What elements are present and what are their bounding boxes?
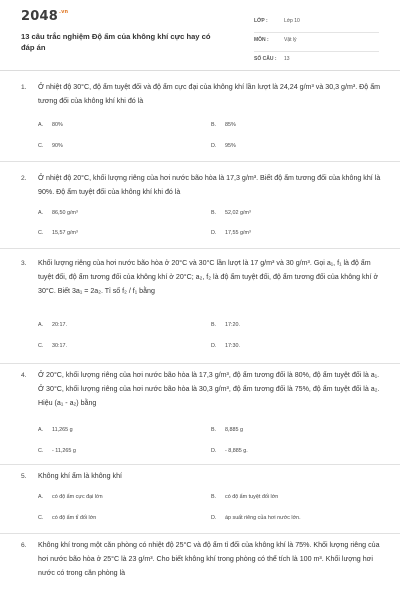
option-text: 80% <box>52 122 63 128</box>
option-text: 20:17. <box>52 322 67 328</box>
option-a[interactable] <box>38 122 63 128</box>
option-c[interactable] <box>38 343 67 349</box>
option-d[interactable] <box>211 230 251 236</box>
question-item <box>0 162 400 249</box>
option-key: C. <box>38 448 44 454</box>
question-item <box>0 71 400 162</box>
option-d[interactable] <box>211 343 240 349</box>
meta-row-count <box>254 52 379 71</box>
meta-key: MÔN : <box>254 37 269 43</box>
question-item <box>0 249 400 364</box>
option-key: B. <box>211 322 217 328</box>
logo-suffix: .vn <box>58 9 69 15</box>
option-key: B. <box>211 494 217 500</box>
option-c[interactable] <box>38 230 78 236</box>
option-text: 8,885 g <box>225 427 243 433</box>
question-number: 4. <box>21 372 27 379</box>
option-text: 95% <box>225 143 236 149</box>
option-a[interactable] <box>38 427 73 433</box>
option-key: A. <box>38 322 44 328</box>
question-number: 6. <box>21 542 27 549</box>
option-d[interactable] <box>211 143 236 149</box>
question-text: Ở nhiệt độ 30°C, độ ẩm tuyệt đối và độ ẩm cực đại của không khí lần lượt là 24,24 g/m³ và 30,3 g/m³. Độ ẩm tương đối của không khí khi đó là <box>38 83 381 105</box>
option-text: áp suất riêng của hơi nước lớn. <box>225 515 301 521</box>
option-b[interactable] <box>211 427 243 433</box>
meta-key: LỚP : <box>254 18 268 24</box>
option-key: D. <box>211 515 217 521</box>
option-text: - 11,265 g <box>52 448 76 454</box>
option-key: A. <box>38 427 44 433</box>
option-key: C. <box>38 515 44 521</box>
option-key: C. <box>38 143 44 149</box>
option-text: 85% <box>225 122 236 128</box>
question-number: 1. <box>21 84 27 91</box>
document-meta <box>254 14 379 71</box>
option-c[interactable] <box>38 448 76 454</box>
option-text: 90% <box>52 143 63 149</box>
logo-text: 2048 <box>21 9 58 24</box>
option-text: 15,57 g/m³ <box>52 230 78 236</box>
option-b[interactable] <box>211 494 278 500</box>
question-text: Khối lượng riêng của hơi nước bão hòa ở 20°C và 30°C lần lượt là 17 g/m³ và 30 g/m³. Gọi a₁, f₁ là độ ẩm tuyệt đối, độ ẩm tương đối của không khí ở 20°C; a₂, f₂ là độ ẩm tuyệt đối, độ ẩm tương đối của không khí ở 30°C. Biết 3a₁ = 2a₂. Tỉ số f₂ / f₁ bằng <box>38 259 379 295</box>
option-key: C. <box>38 343 44 349</box>
option-text: có độ ẩm tuyệt đối lớn <box>225 494 279 500</box>
option-key: A. <box>38 210 44 216</box>
question-item <box>0 465 400 534</box>
option-key: B. <box>211 122 217 128</box>
option-key: A. <box>38 122 44 128</box>
meta-value: 13 <box>284 56 290 62</box>
option-text: 30:17. <box>52 343 67 349</box>
option-b[interactable] <box>211 210 251 216</box>
option-text: 17:30. <box>225 343 240 349</box>
meta-value: Vật lý <box>284 37 297 43</box>
option-text: 17:20. <box>225 322 240 328</box>
option-c[interactable] <box>38 515 96 521</box>
question-text: Không khí ẩm là không khí <box>38 472 122 480</box>
option-a[interactable] <box>38 322 67 328</box>
option-a[interactable] <box>38 494 103 500</box>
option-key: D. <box>211 448 217 454</box>
option-text: 52,02 g/m³ <box>225 210 251 216</box>
meta-key: SỐ CÂU : <box>254 56 277 62</box>
option-key: B. <box>211 427 217 433</box>
option-b[interactable] <box>211 322 240 328</box>
meta-value: Lớp 10 <box>284 18 300 24</box>
option-key: B. <box>211 210 217 216</box>
option-d[interactable] <box>211 515 301 521</box>
question-list <box>0 71 400 604</box>
option-key: A. <box>38 494 44 500</box>
question-number: 5. <box>21 473 27 480</box>
option-text: 17,55 g/m³ <box>225 230 251 236</box>
option-key: D. <box>211 343 217 349</box>
question-item <box>0 364 400 465</box>
page-header <box>0 0 400 64</box>
option-b[interactable] <box>211 122 236 128</box>
question-text: Không khí trong một căn phòng có nhiệt độ 25°C và độ ẩm tỉ đối của không khí là 75%. Khối lượng riêng của hơi nước bão hòa ở 25°C là 23 g/m³. Cho biết không khí trong phòng có thể tích là 100 m³. Khối lượng hơi nước có trong căn phòng là <box>38 541 380 577</box>
option-key: C. <box>38 230 44 236</box>
meta-row-subject <box>254 33 379 52</box>
option-text: có độ ẩm cực đại lớn <box>52 494 103 500</box>
option-text: 11,265 g <box>52 427 73 433</box>
option-key: D. <box>211 143 217 149</box>
option-text: có độ ẩm tỉ đối lớn <box>52 515 97 521</box>
option-text: - 8,885 g. <box>225 448 248 454</box>
site-logo[interactable] <box>21 9 68 24</box>
option-c[interactable] <box>38 143 63 149</box>
option-key: D. <box>211 230 217 236</box>
question-text: Ở nhiệt độ 20°C, khối lượng riêng của hơi nước bão hòa là 17,3 g/m³. Biết độ ẩm tương đối của không khí là 90%. Độ ẩm tuyệt đối của không khí khi đó là <box>38 174 381 196</box>
document-title: 13 câu trắc nghiệm Độ ẩm của không khí cực hay có đáp án <box>21 32 211 52</box>
question-text: Ở 20°C, khối lượng riêng của hơi nước bão hòa là 17,3 g/m³, độ ẩm tương đối là 80%, độ ẩm tuyệt đối là a₁. Ở 30°C, khối lượng riêng của hơi nước bão hòa là 30,3 g/m³, độ ẩm tương đối là 75%, độ ẩm tuyệt đối là a₂. Hiệu (a₁ - a₂) bằng <box>38 371 380 407</box>
question-number: 2. <box>21 175 27 182</box>
question-item <box>0 534 400 604</box>
option-a[interactable] <box>38 210 78 216</box>
question-number: 3. <box>21 260 27 267</box>
option-d[interactable] <box>211 448 248 454</box>
option-text: 86,50 g/m³ <box>52 210 78 216</box>
meta-row-class <box>254 14 379 33</box>
